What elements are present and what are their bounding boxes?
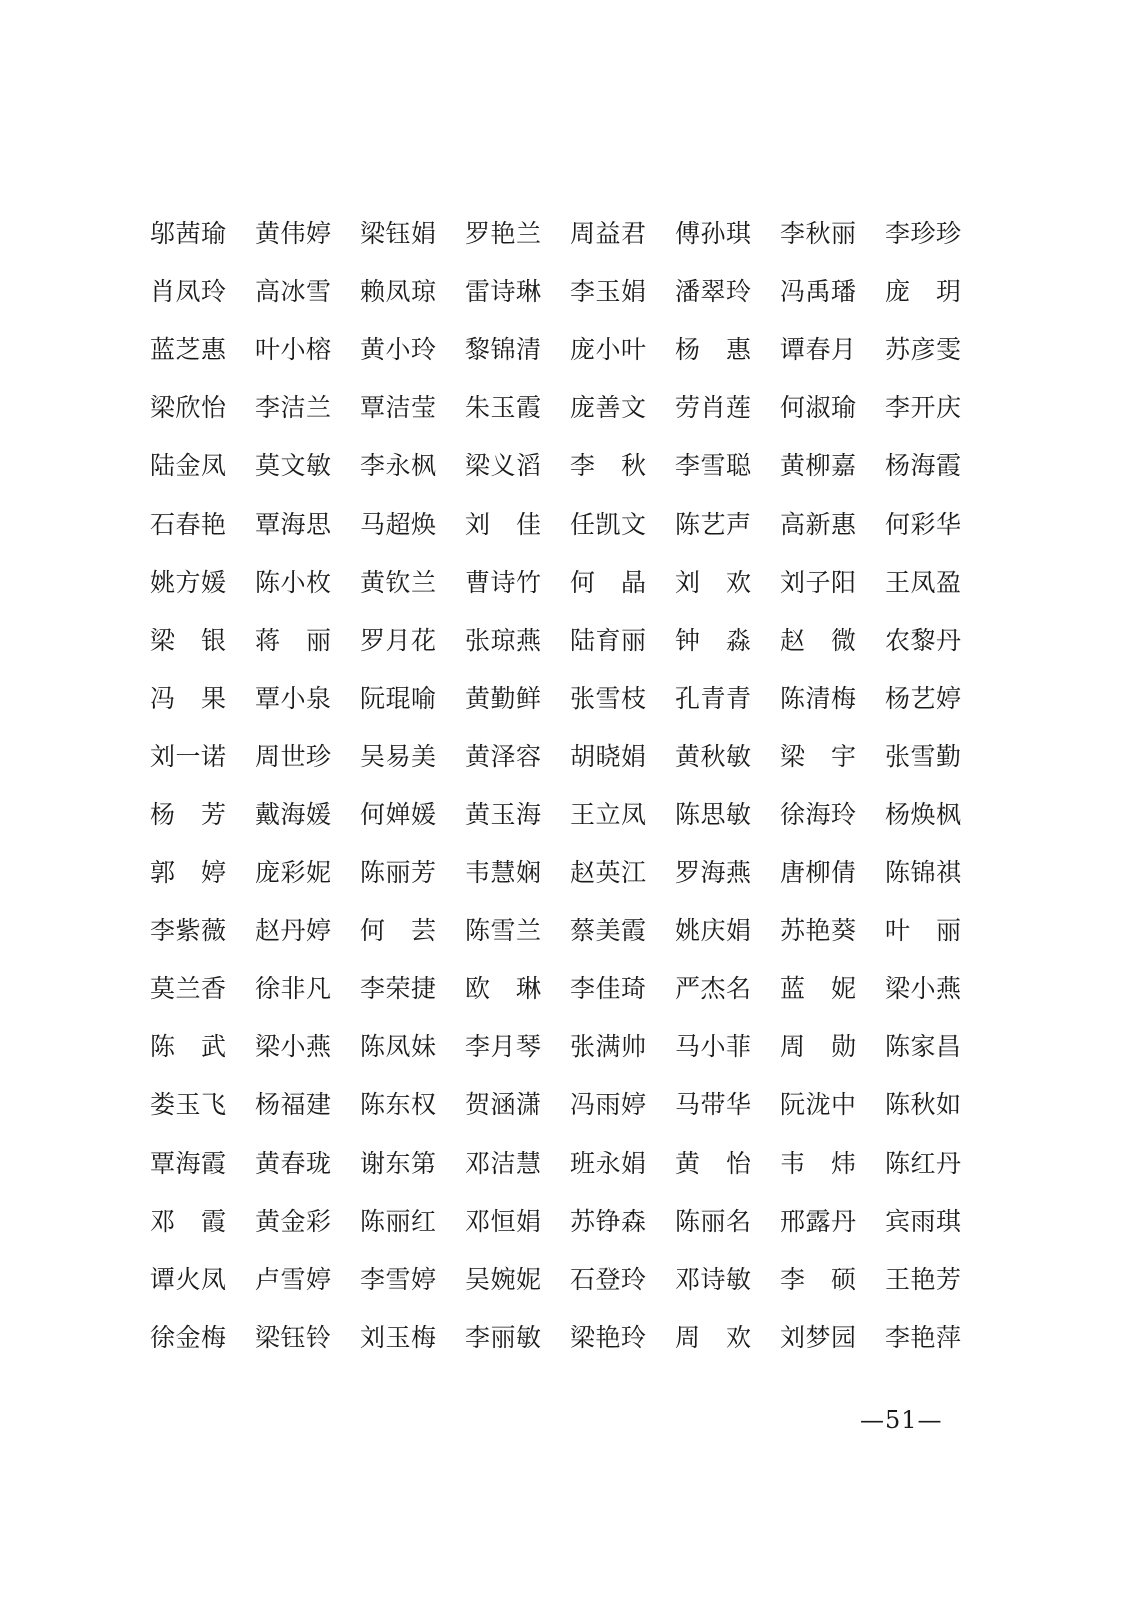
name-entry: 邓诗敏: [675, 1264, 752, 1294]
name-entry: 何 晶: [570, 567, 647, 597]
name-row: [150, 437, 970, 495]
name-row: [150, 1309, 970, 1367]
name-entry: 徐海玲: [780, 799, 857, 829]
name-entry: 陆育丽: [570, 625, 647, 655]
name-entry: 李永枫: [360, 451, 437, 481]
name-entry: 李荣捷: [360, 974, 437, 1004]
name-entry: 卢雪婷: [255, 1264, 332, 1294]
name-entry: 姚庆娟: [675, 916, 752, 946]
name-entry: 贺涵潇: [465, 1090, 542, 1120]
name-entry: 陈艺声: [675, 509, 752, 539]
name-entry: 李珍珍: [885, 219, 962, 249]
name-entry: 冯禹璠: [780, 277, 857, 307]
name-entry: 苏铮森: [570, 1206, 647, 1236]
name-entry: 姚方媛: [150, 567, 227, 597]
name-entry: 张琼燕: [465, 625, 542, 655]
name-entry: 高冰雪: [255, 277, 332, 307]
name-entry: 欧 琳: [465, 974, 542, 1004]
name-entry: 马小菲: [675, 1032, 752, 1062]
name-entry: 黄柳嘉: [780, 451, 857, 481]
name-row: [150, 1251, 970, 1309]
name-entry: 蓝 妮: [780, 974, 857, 1004]
name-entry: 黄泽容: [465, 741, 542, 771]
name-entry: 陈秋如: [885, 1090, 962, 1120]
name-row: [150, 1193, 970, 1251]
name-entry: 梁钰娟: [360, 219, 437, 249]
name-row: [150, 1018, 970, 1076]
name-entry: 陈丽红: [360, 1206, 437, 1236]
name-entry: 唐柳倩: [780, 858, 857, 888]
name-entry: 雷诗琳: [465, 277, 542, 307]
name-entry: 农黎丹: [885, 625, 962, 655]
name-entry: 邓恒娟: [465, 1206, 542, 1236]
name-entry: 马带华: [675, 1090, 752, 1120]
name-entry: 莫兰香: [150, 974, 227, 1004]
name-entry: 李紫薇: [150, 916, 227, 946]
name-list: [150, 205, 970, 1367]
name-entry: 徐非凡: [255, 974, 332, 1004]
name-entry: 叶小榕: [255, 335, 332, 365]
name-entry: 何婵媛: [360, 799, 437, 829]
name-entry: 陈 武: [150, 1032, 227, 1062]
name-entry: 张满帅: [570, 1032, 647, 1062]
name-entry: 何彩华: [885, 509, 962, 539]
name-entry: 梁小燕: [885, 974, 962, 1004]
name-entry: 班永娟: [570, 1148, 647, 1178]
name-entry: 冯 果: [150, 683, 227, 713]
name-entry: 李洁兰: [255, 393, 332, 423]
name-entry: 罗海燕: [675, 858, 752, 888]
name-entry: 刘子阳: [780, 567, 857, 597]
name-entry: 赵 微: [780, 625, 857, 655]
name-entry: 梁艳玲: [570, 1322, 647, 1352]
name-entry: 陈清梅: [780, 683, 857, 713]
name-entry: 覃小泉: [255, 683, 332, 713]
name-entry: 黄秋敏: [675, 741, 752, 771]
name-entry: 杨焕枫: [885, 799, 962, 829]
name-entry: 黄玉海: [465, 799, 542, 829]
name-row: [150, 670, 970, 728]
name-entry: 覃海思: [255, 509, 332, 539]
name-entry: 陈思敏: [675, 799, 752, 829]
name-entry: 陈锦祺: [885, 858, 962, 888]
name-entry: 杨福建: [255, 1090, 332, 1120]
name-row: [150, 321, 970, 379]
name-entry: 钟 淼: [675, 625, 752, 655]
name-entry: 李佳琦: [570, 974, 647, 1004]
name-entry: 李月琴: [465, 1032, 542, 1062]
name-row: [150, 728, 970, 786]
name-entry: 劳肖莲: [675, 393, 752, 423]
name-entry: 谭春月: [780, 335, 857, 365]
name-entry: 娄玉飞: [150, 1090, 227, 1120]
name-entry: 邢露丹: [780, 1206, 857, 1236]
name-entry: 阮琨喻: [360, 683, 437, 713]
name-entry: 黄小玲: [360, 335, 437, 365]
name-entry: 赵英江: [570, 858, 647, 888]
name-entry: 杨艺婷: [885, 683, 962, 713]
name-entry: 胡晓娟: [570, 741, 647, 771]
name-row: [150, 263, 970, 321]
name-entry: 傅孙琪: [675, 219, 752, 249]
name-entry: 黄金彩: [255, 1206, 332, 1236]
name-entry: 李秋丽: [780, 219, 857, 249]
name-entry: 梁 宇: [780, 741, 857, 771]
name-entry: 苏彦雯: [885, 335, 962, 365]
name-row: [150, 786, 970, 844]
name-entry: 李 秋: [570, 451, 647, 481]
name-entry: 周 勋: [780, 1032, 857, 1062]
name-entry: 高新惠: [780, 509, 857, 539]
name-row: [150, 612, 970, 670]
name-entry: 李 硕: [780, 1264, 857, 1294]
name-entry: 杨 惠: [675, 335, 752, 365]
name-entry: 陈丽芳: [360, 858, 437, 888]
name-entry: 王立凤: [570, 799, 647, 829]
name-entry: 陈雪兰: [465, 916, 542, 946]
name-entry: 韦 炜: [780, 1148, 857, 1178]
name-entry: 黄春珑: [255, 1148, 332, 1178]
name-entry: 黎锦清: [465, 335, 542, 365]
name-entry: 覃海霞: [150, 1148, 227, 1178]
name-entry: 刘梦园: [780, 1322, 857, 1352]
name-entry: 肖凤玲: [150, 277, 227, 307]
name-entry: 陈东权: [360, 1090, 437, 1120]
name-entry: 杨海霞: [885, 451, 962, 481]
name-row: [150, 960, 970, 1018]
name-entry: 陈凤妹: [360, 1032, 437, 1062]
name-entry: 庞 玥: [885, 277, 962, 307]
name-entry: 徐金梅: [150, 1322, 227, 1352]
name-entry: 黄伟婷: [255, 219, 332, 249]
name-entry: 陈丽名: [675, 1206, 752, 1236]
name-row: [150, 1135, 970, 1193]
name-entry: 陈小枚: [255, 567, 332, 597]
name-entry: 李雪聪: [675, 451, 752, 481]
name-entry: 何淑瑜: [780, 393, 857, 423]
name-entry: 吴婉妮: [465, 1264, 542, 1294]
name-entry: 陆金凤: [150, 451, 227, 481]
name-entry: 庞小叶: [570, 335, 647, 365]
name-row: [150, 554, 970, 612]
name-entry: 周世珍: [255, 741, 332, 771]
name-entry: 张雪勤: [885, 741, 962, 771]
name-entry: 梁小燕: [255, 1032, 332, 1062]
name-entry: 韦慧娴: [465, 858, 542, 888]
name-row: [150, 902, 970, 960]
name-entry: 曹诗竹: [465, 567, 542, 597]
name-entry: 叶 丽: [885, 916, 962, 946]
name-entry: 吴易美: [360, 741, 437, 771]
name-entry: 庞善文: [570, 393, 647, 423]
name-entry: 陈红丹: [885, 1148, 962, 1178]
name-entry: 黄勤鲜: [465, 683, 542, 713]
name-entry: 梁 银: [150, 625, 227, 655]
name-entry: 蒋 丽: [255, 625, 332, 655]
name-entry: 严杰名: [675, 974, 752, 1004]
name-entry: 刘 佳: [465, 509, 542, 539]
page-number: —51—: [860, 1406, 943, 1434]
name-entry: 李雪婷: [360, 1264, 437, 1294]
name-entry: 朱玉霞: [465, 393, 542, 423]
name-entry: 梁钰铃: [255, 1322, 332, 1352]
name-entry: 冯雨婷: [570, 1090, 647, 1120]
name-entry: 李开庆: [885, 393, 962, 423]
name-entry: 邬茜瑜: [150, 219, 227, 249]
name-entry: 刘 欢: [675, 567, 752, 597]
name-entry: 罗艳兰: [465, 219, 542, 249]
name-entry: 赵丹婷: [255, 916, 332, 946]
name-entry: 庞彩妮: [255, 858, 332, 888]
name-entry: 蓝芝惠: [150, 335, 227, 365]
name-entry: 任凯文: [570, 509, 647, 539]
name-entry: 李丽敏: [465, 1322, 542, 1352]
name-entry: 周 欢: [675, 1322, 752, 1352]
name-row: [150, 1076, 970, 1134]
name-entry: 郭 婷: [150, 858, 227, 888]
name-entry: 黄钦兰: [360, 567, 437, 597]
name-entry: 潘翠玲: [675, 277, 752, 307]
name-entry: 邓洁慧: [465, 1148, 542, 1178]
name-entry: 谭火凤: [150, 1264, 227, 1294]
name-entry: 杨 芳: [150, 799, 227, 829]
name-entry: 赖凤琼: [360, 277, 437, 307]
name-entry: 刘玉梅: [360, 1322, 437, 1352]
name-entry: 黄 怡: [675, 1148, 752, 1178]
name-entry: 谢东第: [360, 1148, 437, 1178]
name-entry: 陈家昌: [885, 1032, 962, 1062]
name-entry: 蔡美霞: [570, 916, 647, 946]
name-entry: 苏艳葵: [780, 916, 857, 946]
name-entry: 周益君: [570, 219, 647, 249]
name-entry: 梁义滔: [465, 451, 542, 481]
name-entry: 王艳芳: [885, 1264, 962, 1294]
name-entry: 阮泷中: [780, 1090, 857, 1120]
name-row: [150, 205, 970, 263]
name-entry: 罗月花: [360, 625, 437, 655]
name-entry: 莫文敏: [255, 451, 332, 481]
name-entry: 石登玲: [570, 1264, 647, 1294]
name-entry: 邓 霞: [150, 1206, 227, 1236]
name-entry: 石春艳: [150, 509, 227, 539]
name-row: [150, 495, 970, 553]
name-entry: 李玉娟: [570, 277, 647, 307]
name-entry: 梁欣怡: [150, 393, 227, 423]
name-entry: 覃洁莹: [360, 393, 437, 423]
name-entry: 何 芸: [360, 916, 437, 946]
name-entry: 孔青青: [675, 683, 752, 713]
name-entry: 刘一诺: [150, 741, 227, 771]
name-entry: 宾雨琪: [885, 1206, 962, 1236]
name-entry: 王凤盈: [885, 567, 962, 597]
name-entry: 张雪枝: [570, 683, 647, 713]
name-entry: 马超焕: [360, 509, 437, 539]
name-row: [150, 379, 970, 437]
name-entry: 戴海媛: [255, 799, 332, 829]
name-entry: 李艳萍: [885, 1322, 962, 1352]
name-row: [150, 844, 970, 902]
